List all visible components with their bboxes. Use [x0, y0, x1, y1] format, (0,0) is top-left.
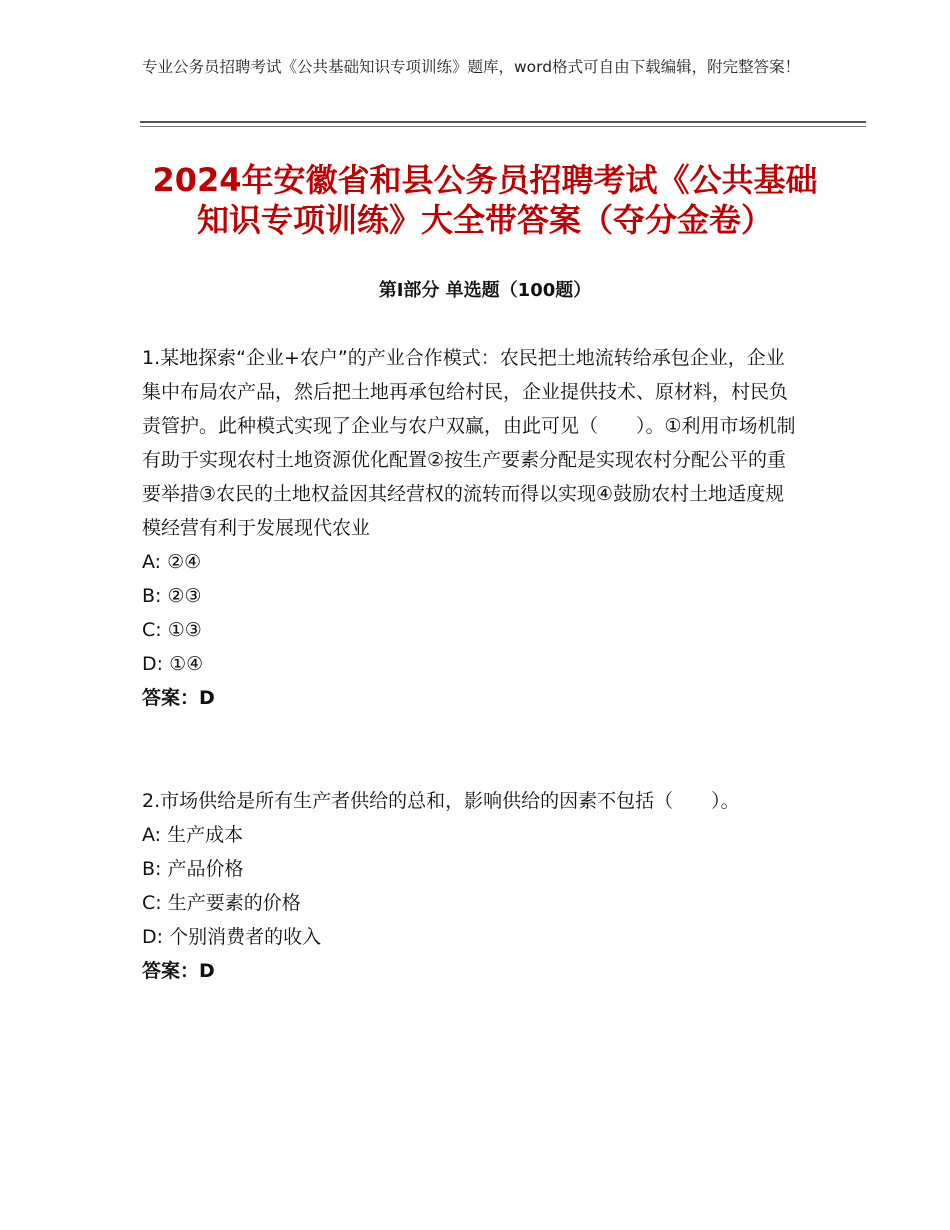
option-c: C: 生产要素的价格: [142, 892, 301, 914]
option-a: A: ②④: [142, 551, 202, 573]
question-stem: 2.市场供给是所有生产者供给的总和，影响供给的因素不包括（ ）。: [142, 790, 740, 812]
section-title: 第Ⅰ部分 单选题（100题）: [378, 280, 592, 301]
header-note: 专业公务员招聘考试《公共基础知识专项训练》题库，word格式可自由下载编辑，附完整答案！: [142, 58, 801, 76]
question-1: [142, 341, 802, 715]
option-d: D: ①④: [142, 653, 204, 675]
header-divider-thick: [140, 121, 866, 123]
option-a: A: 生产成本: [142, 824, 244, 846]
question-2: [142, 784, 802, 988]
question-stem: 1.某地探索“企业+农户”的产业合作模式：农民把土地流转给承包企业，企业集中布局农产品，然后把土地再承包给村民，企业提供技术、原材料，村民负责管护。此种模式实现了企业与农户双赢，由此可见（ ）。①利用市场机制有助于实现农村土地资源优化配置②按生产要素分配是实现农村分配公平的重要举措③农民的土地权益因其经营权的流转而得以实现④鼓励农村土地适度规模经营有利于发展现代农业: [142, 347, 796, 539]
answer: 答案：D: [142, 960, 215, 982]
option-d: D: 个别消费者的收入: [142, 926, 322, 948]
document-title: 2024年安徽省和县公务员招聘考试《公共基础知识专项训练》大全带答案（夺分金卷）: [152, 161, 818, 239]
option-b: B: 产品价格: [142, 858, 244, 880]
header-divider-thin: [140, 126, 866, 127]
answer: 答案：D: [142, 687, 215, 709]
option-b: B: ②③: [142, 585, 202, 607]
option-c: C: ①③: [142, 619, 202, 641]
